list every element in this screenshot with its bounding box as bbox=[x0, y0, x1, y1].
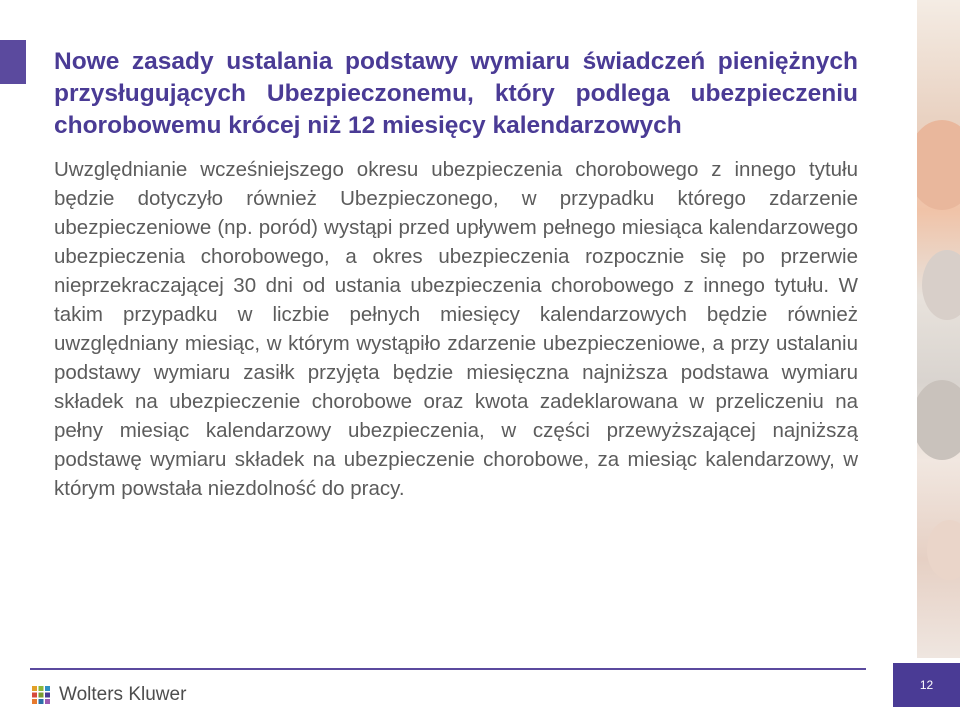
page-number-badge bbox=[893, 663, 960, 707]
wolters-kluwer-logo-icon bbox=[30, 684, 52, 706]
accent-bar bbox=[0, 40, 26, 84]
brand-logo bbox=[30, 682, 186, 708]
slide-content bbox=[54, 46, 858, 503]
footer-divider bbox=[30, 668, 866, 670]
slide-body-text: Uwzględnianie wcześniejszego okresu ubezpieczenia chorobowego z innego tytułu będzie dotyczyło również Ubezpieczonego, w przypadku którego zdarzenie ubezpieczeniowe (np. poród) wystąpi przed upływem pełnego miesiąca kalendarzowego ubezpieczenia chorobowego, a okres ubezpieczenia rozpocznie się po przerwie nieprzekraczającej 30 dni od ustania ubezpieczenia chorobowego z innego tytułu. W takim przypadku w liczbie pełnych miesięcy kalendarzowych będzie również uwzględniany miesiąc, w którym wystąpiło zdarzenie ubezpieczeniowe, a przy ustalaniu podstawy wymiaru zasiłk przyjęta będzie miesięczna najniższa podstawa wymiaru składek na ubezpieczenie chorobowe oraz kwota zadeklarowana w przeliczeniu na pełny miesiąc kalendarzowy ubezpieczenia, w części przewyższającej najniższą podstawę wymiaru składek na ubezpieczenie chorobowe, za miesiąc kalendarzowy, w którym powstała niezdolność do pracy. bbox=[54, 158, 858, 500]
brand-name: Wolters Kluwer bbox=[59, 684, 187, 705]
decorative-photo-strip bbox=[917, 0, 960, 658]
slide-title: Nowe zasady ustalania podstawy wymiaru świadczeń pieniężnych przysługujących Ubezpieczonemu, który podlega ubezpieczeniu chorobowemu krócej niż 12 miesięcy kalendarzowych bbox=[54, 48, 858, 139]
page-number: 12 bbox=[919, 678, 934, 692]
